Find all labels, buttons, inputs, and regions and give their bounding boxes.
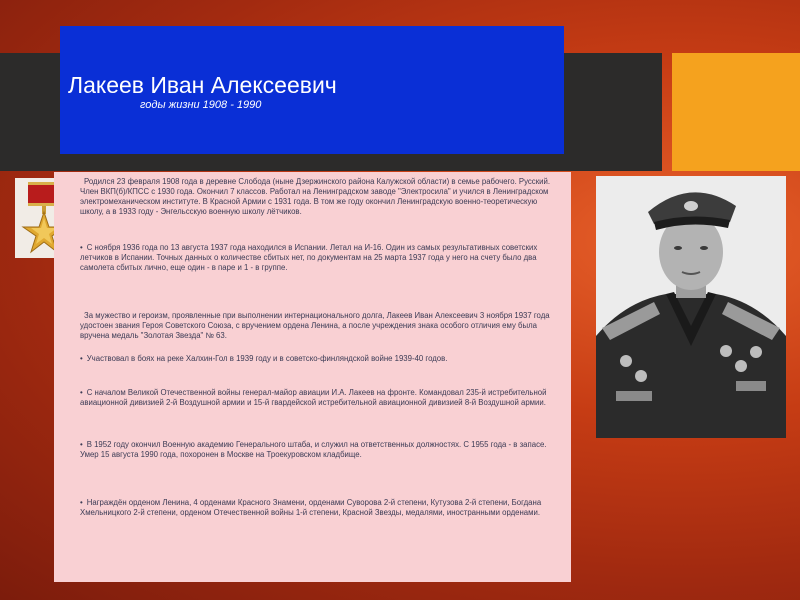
page-title: Лакеев Иван Алексеевич bbox=[68, 72, 337, 98]
bullet: • bbox=[80, 498, 83, 507]
paragraph-text: С ноября 1936 года по 13 августа 1937 года находился в Испании. Летал на И-16. Один из самых результативных советских летчиков в Испании. Точных данных о количестве сбитых нет, по документам на 25 марта 1937 года у него на счету было два самолета сбитых лично, еще один - в паре и 1 - в группе. bbox=[80, 243, 538, 272]
bullet: • bbox=[80, 388, 83, 397]
bio-paragraph bbox=[80, 388, 563, 408]
bio-paragraph bbox=[80, 177, 563, 217]
page-subtitle: годы жизни 1908 - 1990 bbox=[140, 99, 262, 111]
bio-paragraph bbox=[80, 243, 563, 273]
paragraph-text: С началом Великой Отечественной войны генерал-майор авиации И.А. Лакеев на фронте. Командовал 235-й истребительной авиационной дивизией 2-й Воздушной армии и 15-й гвардейской истребительной авиационной дивизией 8-й Воздушной армии. bbox=[80, 388, 547, 407]
bio-paragraph bbox=[80, 354, 563, 364]
paragraph-text: Участвовал в боях на реке Халхин-Гол в 1939 году и в советско-финляндской войне 1939-40 годов. bbox=[86, 354, 448, 363]
paragraph-text: Родился 23 февраля 1908 года в деревне Слобода (ныне Дзержинского района Калужской области) в семье рабочего. Русский. Член ВКП(б)/КПСС с 1930 года. Окончил 7 классов. Работал на Ленинградском заводе "Электросила" и учился в Ленинградском электромеханическом институте. В Красной Армии с 1931 года. В том же году окончил Ленинградскую военно-теоретическую школу, а в 1933 году - Энгельсскую военную школу лётчиков. bbox=[80, 177, 550, 216]
bullet: • bbox=[80, 354, 83, 363]
bio-paragraph bbox=[80, 440, 563, 460]
paragraph-text: Награждён орденом Ленина, 4 орденами Красного Знамени, орденами Суворова 2-й степени, Кутузова 2-й степени, Богдана Хмельницкого 2-й степени, орденом Отечественной войны 1-й степени, Красной Звезды, медалями, иностранными орденами. bbox=[80, 498, 542, 517]
title-box bbox=[60, 26, 564, 154]
portrait-photo bbox=[596, 176, 786, 438]
orange-accent-band bbox=[672, 53, 800, 171]
paragraph-text: В 1952 году окончил Военную академию Генерального штаба, и служил на ответственных должностях. С 1955 года - в запасе. Умер 15 августа 1990 года, похоронен в Москве на Троекуровском кладбище. bbox=[80, 440, 547, 459]
biography-panel bbox=[54, 172, 571, 582]
bullet: • bbox=[80, 440, 83, 449]
bullet: • bbox=[80, 243, 83, 252]
bio-paragraph bbox=[80, 311, 563, 341]
bio-paragraph bbox=[80, 498, 563, 518]
paragraph-text: За мужество и героизм, проявленные при выполнении интернационального долга, Лакеев Иван Алексеевич 3 ноября 1937 года удостоен звания Героя Советского Союза, с вручением ордена Ленина, а после учреждения знака особого отличия ему была вручена медаль "Золотая Звезда" № 63. bbox=[80, 311, 550, 340]
